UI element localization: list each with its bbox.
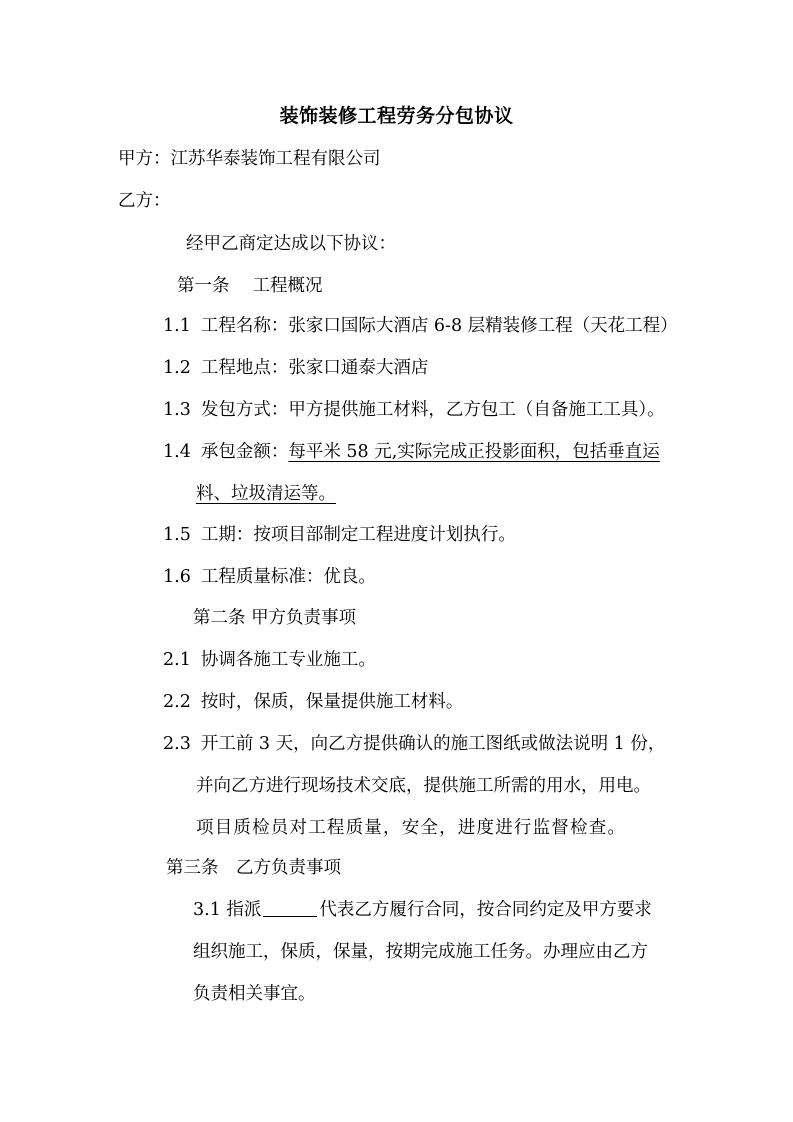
- item-1-4-continued: [196, 482, 336, 506]
- representative-blank: [263, 898, 317, 917]
- item-1-6: [163, 565, 376, 589]
- item-1-5: [163, 523, 516, 547]
- party-a: 甲方：江苏华泰装饰工程有限公司: [118, 149, 381, 169]
- article3-heading: 第三条 乙方负责事项: [166, 858, 341, 878]
- item-text: 发包方式：甲方提供施工材料，乙方包工（自备施工工具）。: [200, 400, 665, 420]
- item-number: 2.3: [163, 734, 191, 754]
- item-2-1: [163, 648, 376, 672]
- item-3-1-start: 3.1 指派: [193, 900, 262, 920]
- contract-amount-cont: 料、垃圾清运等。: [196, 484, 336, 504]
- item-number: 1.1: [163, 316, 191, 336]
- item-2-2: [163, 690, 463, 714]
- item-1-1: [163, 314, 678, 338]
- item-number: 2.2: [163, 692, 191, 712]
- item-text: 工程质量标准：优良。: [200, 567, 376, 587]
- article2-heading: 第二条 甲方负责事项: [193, 608, 357, 628]
- item-2-3-line3: 项目质检员对工程质量，安全，进度进行监督检查。: [196, 818, 627, 838]
- item-number: 1.5: [163, 525, 191, 545]
- item-number: 1.3: [163, 400, 191, 420]
- item-label: 承包金额：: [200, 442, 289, 462]
- article1-heading: 第一条 工程概况: [177, 276, 323, 296]
- intro-text: 经甲乙商定达成以下协议：: [186, 234, 396, 254]
- document-title: 装饰装修工程劳务分包协议: [279, 105, 514, 127]
- item-3-1-end: 代表乙方履行合同，按合同约定及甲方要求: [319, 900, 652, 920]
- item-3-1: [193, 898, 652, 922]
- item-number: 1.6: [163, 567, 191, 587]
- item-text: 工程名称：张家口国际大酒店 6-8 层精装修工程（天花工程）: [200, 316, 678, 336]
- item-number: 2.1: [163, 650, 191, 670]
- contract-amount: 每平米 58 元,实际完成正投影面积，包括垂直运: [288, 442, 660, 462]
- party-b: 乙方：: [118, 191, 171, 211]
- item-text: 工期：按项目部制定工程进度计划执行。: [200, 525, 516, 545]
- item-3-1-line2: 组织施工，保质，保量，按期完成施工任务。办理应由乙方: [193, 942, 648, 962]
- item-2-3: [163, 732, 665, 756]
- item-1-3: [163, 398, 665, 422]
- item-3-1-line3: 负责相关事宜。: [193, 984, 316, 1004]
- item-text: 按时，保质，保量提供施工材料。: [200, 692, 464, 712]
- item-1-4: [163, 440, 660, 464]
- item-number: 1.2: [163, 358, 191, 378]
- item-text: 开工前 3 天，向乙方提供确认的施工图纸或做法说明 1 份，: [200, 734, 666, 754]
- item-text: 工程地点：张家口通泰大酒店: [200, 358, 429, 378]
- item-2-3-line2: 并向乙方进行现场技术交底，提供施工所需的用水，用电。: [196, 776, 651, 796]
- item-number: 1.4: [163, 442, 191, 462]
- item-text: 协调各施工专业施工。: [200, 650, 376, 670]
- item-1-2: [163, 356, 428, 380]
